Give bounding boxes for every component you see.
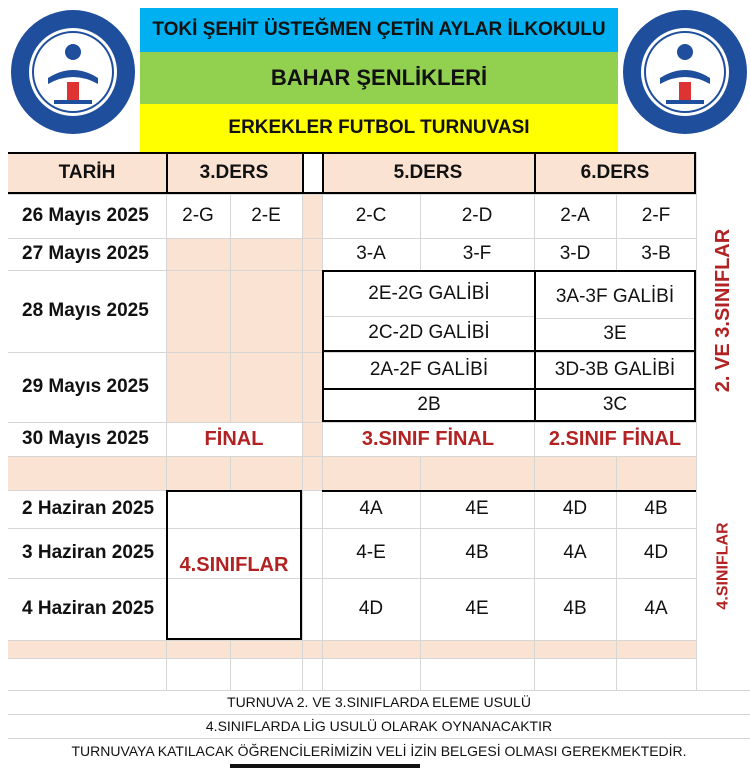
date-cell: 29 Mayıs 2025 — [22, 376, 149, 397]
match-cell: 2-A — [560, 205, 590, 226]
match-cell: 3C — [602, 394, 628, 415]
side-label-grades-2-3: 2. VE 3.SINIFLAR — [712, 228, 735, 392]
match-cell: 4B — [563, 598, 587, 619]
match-cell: 2B — [417, 394, 441, 415]
match-cell: 2E-2G GALİBİ — [368, 283, 490, 304]
event-band — [140, 52, 618, 104]
final-cell-lesson5: 3.SINIF FİNAL — [361, 427, 495, 450]
match-cell: 4A — [359, 498, 383, 519]
empty-cells-3ders — [166, 238, 302, 422]
date-cell: 2 Haziran 2025 — [22, 498, 155, 519]
match-cell: 4E — [465, 598, 489, 619]
date-cell: 30 Mayıs 2025 — [22, 428, 149, 449]
school-logo-right — [620, 0, 750, 150]
date-cell: 28 Mayıs 2025 — [22, 300, 149, 321]
page-bottom-rule — [230, 764, 420, 768]
spacer-row-2 — [8, 640, 696, 658]
date-cell: 26 Mayıs 2025 — [22, 205, 149, 226]
match-cell: 4A — [644, 598, 668, 619]
match-cell: 3-F — [462, 243, 492, 264]
footer-line-1: TURNUVA 2. VE 3.SINIFLARDA ELEME USULÜ — [227, 694, 531, 710]
tournament-band — [140, 104, 618, 152]
match-cell: 4E — [465, 498, 489, 519]
col-header-lesson3: 3.DERS — [199, 162, 269, 183]
match-cell: 2A-2F GALİBİ — [369, 359, 489, 380]
match-cell: 2-C — [355, 205, 387, 226]
match-cell: 4B — [644, 498, 668, 519]
match-cell: 3-B — [641, 243, 671, 264]
date-cell: 3 Haziran 2025 — [22, 542, 155, 563]
match-cell: 3A-3F GALİBİ — [555, 286, 675, 307]
match-cell: 4B — [465, 542, 489, 563]
event-title: BAHAR ŞENLİKLERİ — [270, 65, 488, 90]
match-cell: 2-E — [251, 205, 281, 226]
school-name: TOKİ ŞEHİT ÜSTEĞMEN ÇETİN AYLAR İLKOKULU — [152, 19, 606, 40]
match-cell: 2-G — [182, 205, 214, 226]
school-logo-left — [8, 0, 138, 150]
match-cell: 4D — [358, 598, 384, 619]
match-cell: 2-D — [461, 205, 493, 226]
col-header-lesson6: 6.DERS — [580, 162, 650, 183]
col-header-date: TARİH — [58, 162, 116, 183]
match-cell: 3E — [603, 323, 627, 344]
match-cell: 4-E — [356, 542, 386, 563]
date-cell: 4 Haziran 2025 — [22, 598, 155, 619]
footer-line-3: TURNUVAYA KATILACAK ÖĞRENCİLERİMİZİN VELİ İZİN BELGESİ OLMASI GEREKMEKTEDİR. — [71, 743, 687, 759]
final-cell-lesson3: FİNAL — [204, 427, 264, 450]
header-gap-white — [302, 152, 322, 194]
grade4-label: 4.SINIFLAR — [179, 553, 289, 576]
spacer-row-white — [8, 658, 696, 690]
final-cell-lesson6: 2.SINIF FİNAL — [548, 427, 682, 450]
match-cell: 4A — [563, 542, 587, 563]
match-cell: 2-F — [641, 205, 671, 226]
tournament-title: ERKEKLER FUTBOL TURNUVASI — [228, 117, 530, 138]
match-cell: 2C-2D GALİBİ — [368, 322, 490, 343]
match-cell: 4D — [643, 542, 669, 563]
match-cell: 4D — [562, 498, 588, 519]
spacer-row-1 — [8, 456, 696, 490]
match-cell: 3-A — [356, 243, 386, 264]
date-cell: 27 Mayıs 2025 — [22, 243, 149, 264]
match-cell: 3-D — [559, 243, 591, 264]
school-name-band — [140, 8, 618, 52]
col-header-lesson5: 5.DERS — [393, 162, 463, 183]
footer-line-2: 4.SINIFLARDA LİG USULÜ OLARAK OYNANACAKTIR — [205, 718, 553, 734]
match-cell: 3D-3B GALİBİ — [554, 359, 676, 380]
side-label-grade-4: 4.SINIFLAR — [715, 522, 732, 610]
